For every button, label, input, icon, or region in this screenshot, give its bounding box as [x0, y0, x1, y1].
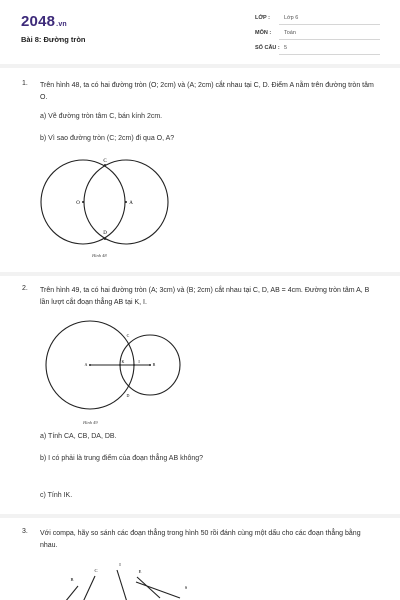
meta-count-value: 5: [284, 45, 288, 51]
question-part: b) I có phải là trung điểm của đoạn thẳng AB không?: [40, 455, 204, 462]
label-a: A: [84, 362, 88, 367]
figure-48: [30, 155, 180, 255]
meta-underline: [279, 54, 380, 55]
meta-underline: [279, 24, 380, 25]
logo-suffix: .vn: [56, 21, 67, 28]
meta-subject-value: Toán: [284, 30, 296, 36]
lesson-title: Bài 8: Đường tròn: [21, 35, 86, 44]
figure-caption: Hình 49: [83, 420, 98, 425]
section-divider: [0, 514, 400, 518]
logo-text: 2048: [21, 13, 56, 30]
section-divider: [0, 272, 400, 276]
question-number: 1.: [22, 80, 28, 87]
figure-caption: Hình 48: [92, 253, 107, 258]
label-c: C: [103, 159, 107, 164]
site-logo[interactable]: [21, 13, 67, 30]
question-part: a) Vẽ đường tròn tâm C, bán kính 2cm.: [40, 113, 163, 120]
meta-underline: [279, 39, 380, 40]
label-i: I: [138, 359, 140, 364]
question-number: 2.: [22, 285, 28, 292]
question-part: c) Tính IK.: [40, 492, 73, 499]
meta-subject-key: MÔN :: [255, 30, 272, 36]
label-s: S: [184, 585, 188, 590]
label-d: D: [103, 231, 107, 236]
meta-class-key: LỚP :: [255, 15, 270, 21]
label-b: B: [152, 362, 156, 367]
label-d: D: [126, 393, 130, 398]
section-divider: [0, 64, 400, 68]
meta-count-key: SỐ CÂU :: [255, 45, 280, 51]
label-o: O: [76, 201, 80, 206]
label-a: A: [129, 201, 133, 206]
question-text: Trên hình 48, ta có hai đường tròn (O; 2cm) và (A; 2cm) cắt nhau tại C, D. Điểm A nằm trên đường tròn tâm O.: [40, 82, 374, 101]
meta-count: [255, 43, 380, 55]
question-number: 3.: [22, 528, 28, 535]
meta-class: [255, 13, 380, 25]
figure-50: [55, 560, 215, 600]
label-i: I: [119, 562, 121, 567]
label-b: B: [70, 577, 74, 582]
question-text: Trên hình 49, ta có hai đường tròn (A; 3cm) và (B; 2cm) cắt nhau tại C, D, AB = 4cm. Đường tròn tâm A, B lần lượt cắt đoạn thẳng AB tại K, I.: [40, 287, 370, 306]
figure-49: [35, 320, 195, 420]
question-part: a) Tính CA, CB, DA, DB.: [40, 433, 117, 440]
meta-subject: [255, 28, 380, 40]
question-part: b) Vì sao đường tròn (C; 2cm) đi qua O, A?: [40, 135, 175, 142]
question-text: Với compa, hãy so sánh các đoạn thẳng trong hình 50 rồi đánh cùng một dấu cho các đoạn thẳng bằng nhau.: [40, 530, 361, 549]
label-e: E: [138, 569, 142, 574]
label-c: C: [94, 568, 98, 573]
page-header: [0, 0, 400, 64]
label-c: C: [126, 333, 130, 338]
label-k: K: [121, 359, 125, 364]
meta-class-value: Lớp 6: [284, 15, 299, 21]
